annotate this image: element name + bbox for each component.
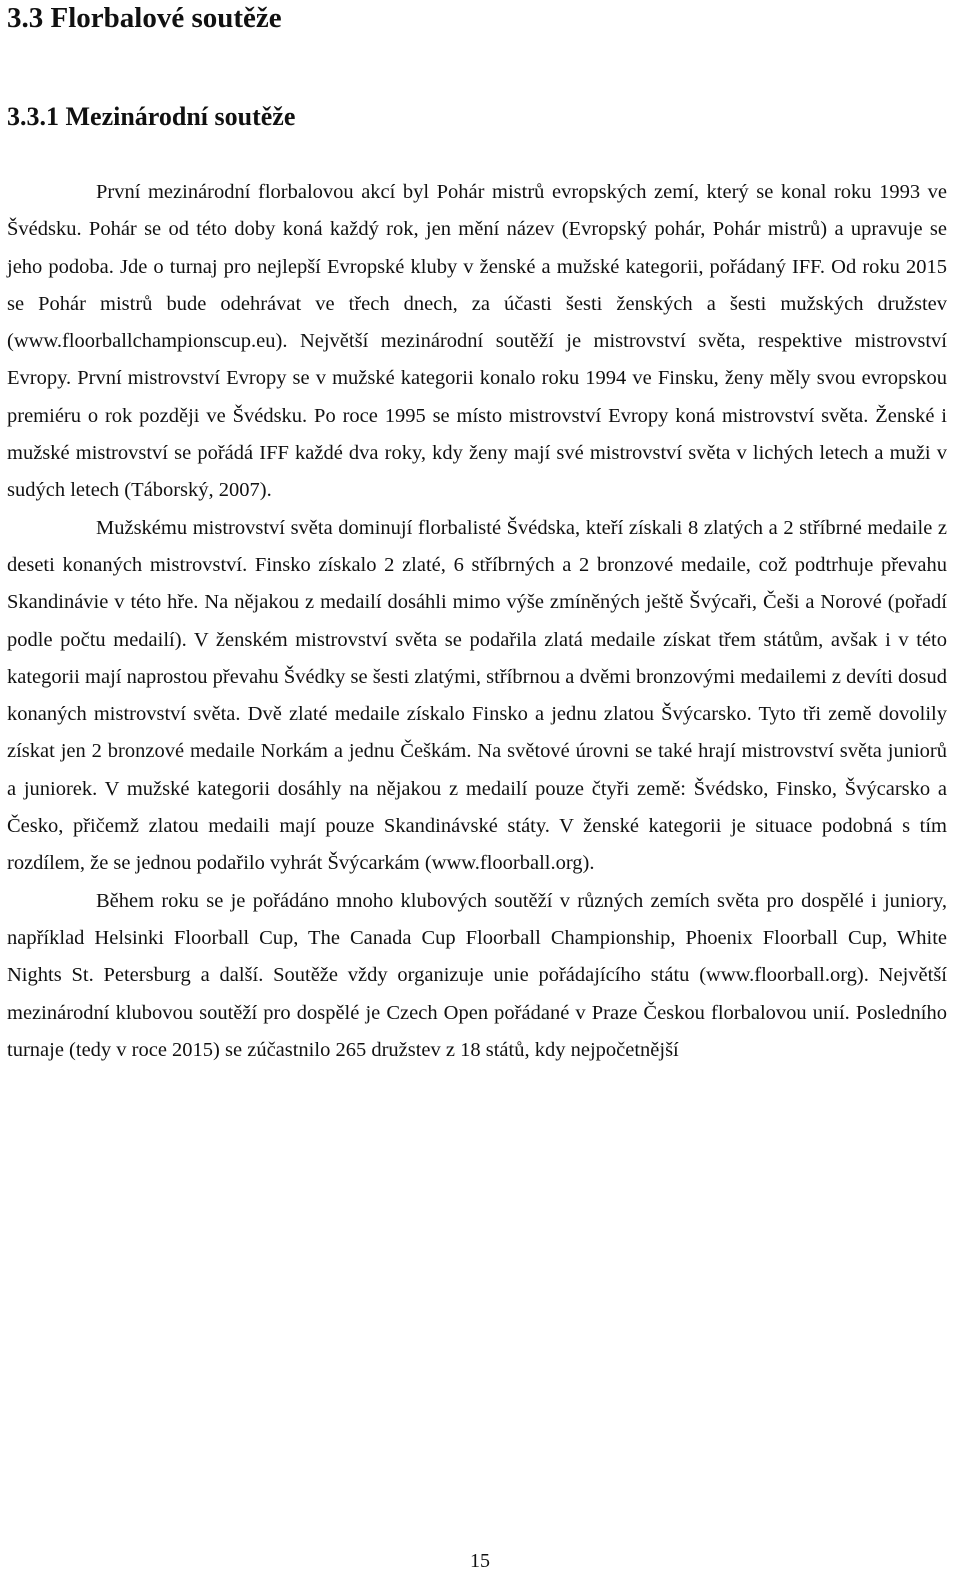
paragraph-club-competitions: Během roku se je pořádáno mnoho klubových soutěží v různých zemích světa pro dospělé i juniory, například Helsinki Floorball Cup, The Canada Cup Floorball Championship, Phoenix Floorball Cup, White Nights St. Petersburg a další. Soutěže vždy organizuje unie pořádajícího státu (www.floorball.org). Největší mezinárodní klubovou soutěží pro dospělé je Czech Open pořádané v Praze Českou florbalovou unií. Posledního turnaje (tedy v roce 2015) se zúčastnilo 265 družstev z 18 států, kdy nejpočetnější xyxy=(7,889,947,1061)
body-text xyxy=(7,174,947,1069)
page-number: 15 xyxy=(470,1550,490,1572)
chapter-heading: 3.3 Florbalové soutěže xyxy=(7,2,282,34)
paragraph-international-competitions: První mezinárodní florbalovou akcí byl Pohár mistrů evropských zemí, který se konal roku 1993 ve Švédsku. Pohár se od této doby koná každý rok, jen mění název (Evropský pohár, Pohár mistrů) a upravuje se jeho podoba. Jde o turnaj pro nejlepší Evropské kluby v ženské a mužské kategorii, pořádaný IFF. Od roku 2015 se Pohár mistrů bude odehrávat ve třech dnech, za účasti šesti ženských a šesti mužských družstev (www.floorballchampionscup.eu). Největší mezinárodní soutěží je mistrovství světa, respektive mistrovství Evropy. První mistrovství Evropy se v mužské kategorii konalo roku 1994 ve Finsku, ženy měly svou evropskou premiéru o rok později ve Švédsku. Po roce 1995 se místo mistrovství Evropy koná mistrovství světa. Ženské i mužské mistrovství se pořádá IFF každé dva roky, kdy ženy mají své mistrovství světa v lichých letech a muži v sudých letech (Táborský, 2007). xyxy=(7,181,947,502)
section-heading: 3.3.1 Mezinárodní soutěže xyxy=(7,102,296,131)
paragraph-world-championship-results: Mužskému mistrovství světa dominují florbalisté Švédska, kteří získali 8 zlatých a 2 stříbrné medaile z deseti konaných mistrovství. Finsko získalo 2 zlaté, 6 stříbrných a 2 bronzové medaile, což podtrhuje převahu Skandinávie v této hře. Na nějakou z medailí dosáhli mimo výše zmíněných ještě Švýcaři, Češi a Norové (pořadí podle počtu medailí). V ženském mistrovství světa se podařila zlatá medaile získat třem státům, avšak i v této kategorii mají naprostou převahu Švédky se šesti zlatými, stříbrnou a dvěmi bronzovými medailemi z devíti dosud konaných mistrovství světa. Dvě zlaté medaile získalo Finsko a jednu zlatou Švýcarsko. Tyto tři země dovolily získat jen 2 bronzové medaile Norkám a jednu Češkám. Na světové úrovni se také hrají mistrovství světa juniorů a juniorek. V mužské kategorii dosáhly na nějakou z medailí pouze čtyři země: Švédsko, Finsko, Švýcarsko a Česko, přičemž zlatou medaili mají pouze Skandinávské státy. V ženské kategorii je situace podobná s tím rozdílem, že se jednou podařilo vyhrát Švýcarkám (www.floorball.org). xyxy=(7,516,947,875)
